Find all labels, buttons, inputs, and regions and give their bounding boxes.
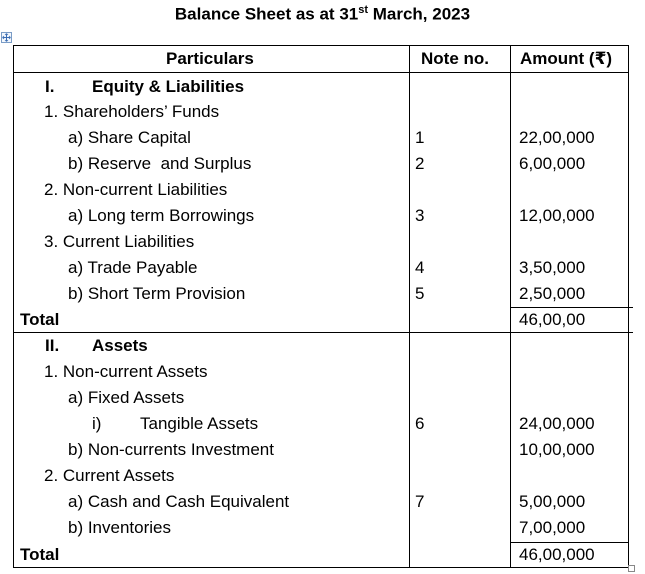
title-main: Balance Sheet as at 31 xyxy=(174,4,359,24)
row-label: b) Inventories xyxy=(68,518,171,537)
amount-value: 7,00,000 xyxy=(519,518,586,537)
amount-value: 3,50,000 xyxy=(519,258,586,277)
section-heading: Equity & Liabilities xyxy=(92,77,245,96)
row-label: a) Fixed Assets xyxy=(68,388,185,407)
header-bottom-border xyxy=(13,72,629,73)
title-superscript: st xyxy=(358,4,369,16)
particulars-note-divider xyxy=(409,45,410,568)
note-number: 3 xyxy=(415,206,425,225)
note-number: 2 xyxy=(415,154,425,173)
row-label: 1. Non-current Assets xyxy=(44,362,208,381)
table-bottom-border xyxy=(13,567,629,568)
amount-value: 22,00,000 xyxy=(519,128,595,147)
row-label: 3. Current Liabilities xyxy=(44,232,195,251)
row-label: Tangible Assets xyxy=(140,414,259,433)
total-1-top-border xyxy=(510,307,633,308)
note-amount-divider xyxy=(510,45,511,568)
sub-item-number: i) xyxy=(92,414,102,433)
row-label: a) Trade Payable xyxy=(68,258,198,277)
note-number: 4 xyxy=(415,258,425,277)
total-1-bottom-border xyxy=(13,332,633,333)
total-label: Total xyxy=(20,310,60,329)
row-label: 1. Shareholders’ Funds xyxy=(44,102,220,121)
note-number: 7 xyxy=(415,492,425,511)
amount-value: 12,00,000 xyxy=(519,206,595,225)
row-label: 2. Non-current Liabilities xyxy=(44,180,228,199)
total-label: Total xyxy=(20,545,60,564)
header-particulars: Particulars xyxy=(166,49,254,68)
table-left-border xyxy=(13,45,14,568)
document-title xyxy=(0,4,645,25)
title-rest: March, 2023 xyxy=(368,4,471,24)
amount-value: 5,00,000 xyxy=(519,492,586,511)
total-2-top-border xyxy=(510,542,629,543)
total-amount: 46,00,000 xyxy=(519,545,595,564)
amount-value: 6,00,000 xyxy=(519,154,586,173)
amount-value: 10,00,000 xyxy=(519,440,595,459)
row-label: b) Non-currents Investment xyxy=(68,440,274,459)
section-number: I. xyxy=(45,77,55,96)
row-label: b) Reserve and Surplus xyxy=(68,154,252,173)
total-amount: 46,00,00 xyxy=(519,310,586,329)
header-amount: Amount (₹) xyxy=(520,49,613,68)
note-number: 1 xyxy=(415,128,425,147)
table-top-border xyxy=(13,45,629,46)
row-label: 2. Current Assets xyxy=(44,466,175,485)
row-label: b) Short Term Provision xyxy=(68,284,246,303)
row-label: a) Share Capital xyxy=(68,128,191,147)
note-number: 6 xyxy=(415,414,425,433)
amount-value: 2,50,000 xyxy=(519,284,586,303)
table-move-handle-icon[interactable] xyxy=(1,32,12,43)
row-label: a) Cash and Cash Equivalent xyxy=(68,492,290,511)
section-heading: Assets xyxy=(92,336,148,355)
note-number: 5 xyxy=(415,284,425,303)
header-note-no: Note no. xyxy=(421,49,489,68)
row-label: a) Long term Borrowings xyxy=(68,206,255,225)
section-number: II. xyxy=(45,336,60,355)
amount-value: 24,00,000 xyxy=(519,414,595,433)
table-right-border xyxy=(628,45,629,568)
table-resize-handle-icon[interactable] xyxy=(628,565,635,572)
